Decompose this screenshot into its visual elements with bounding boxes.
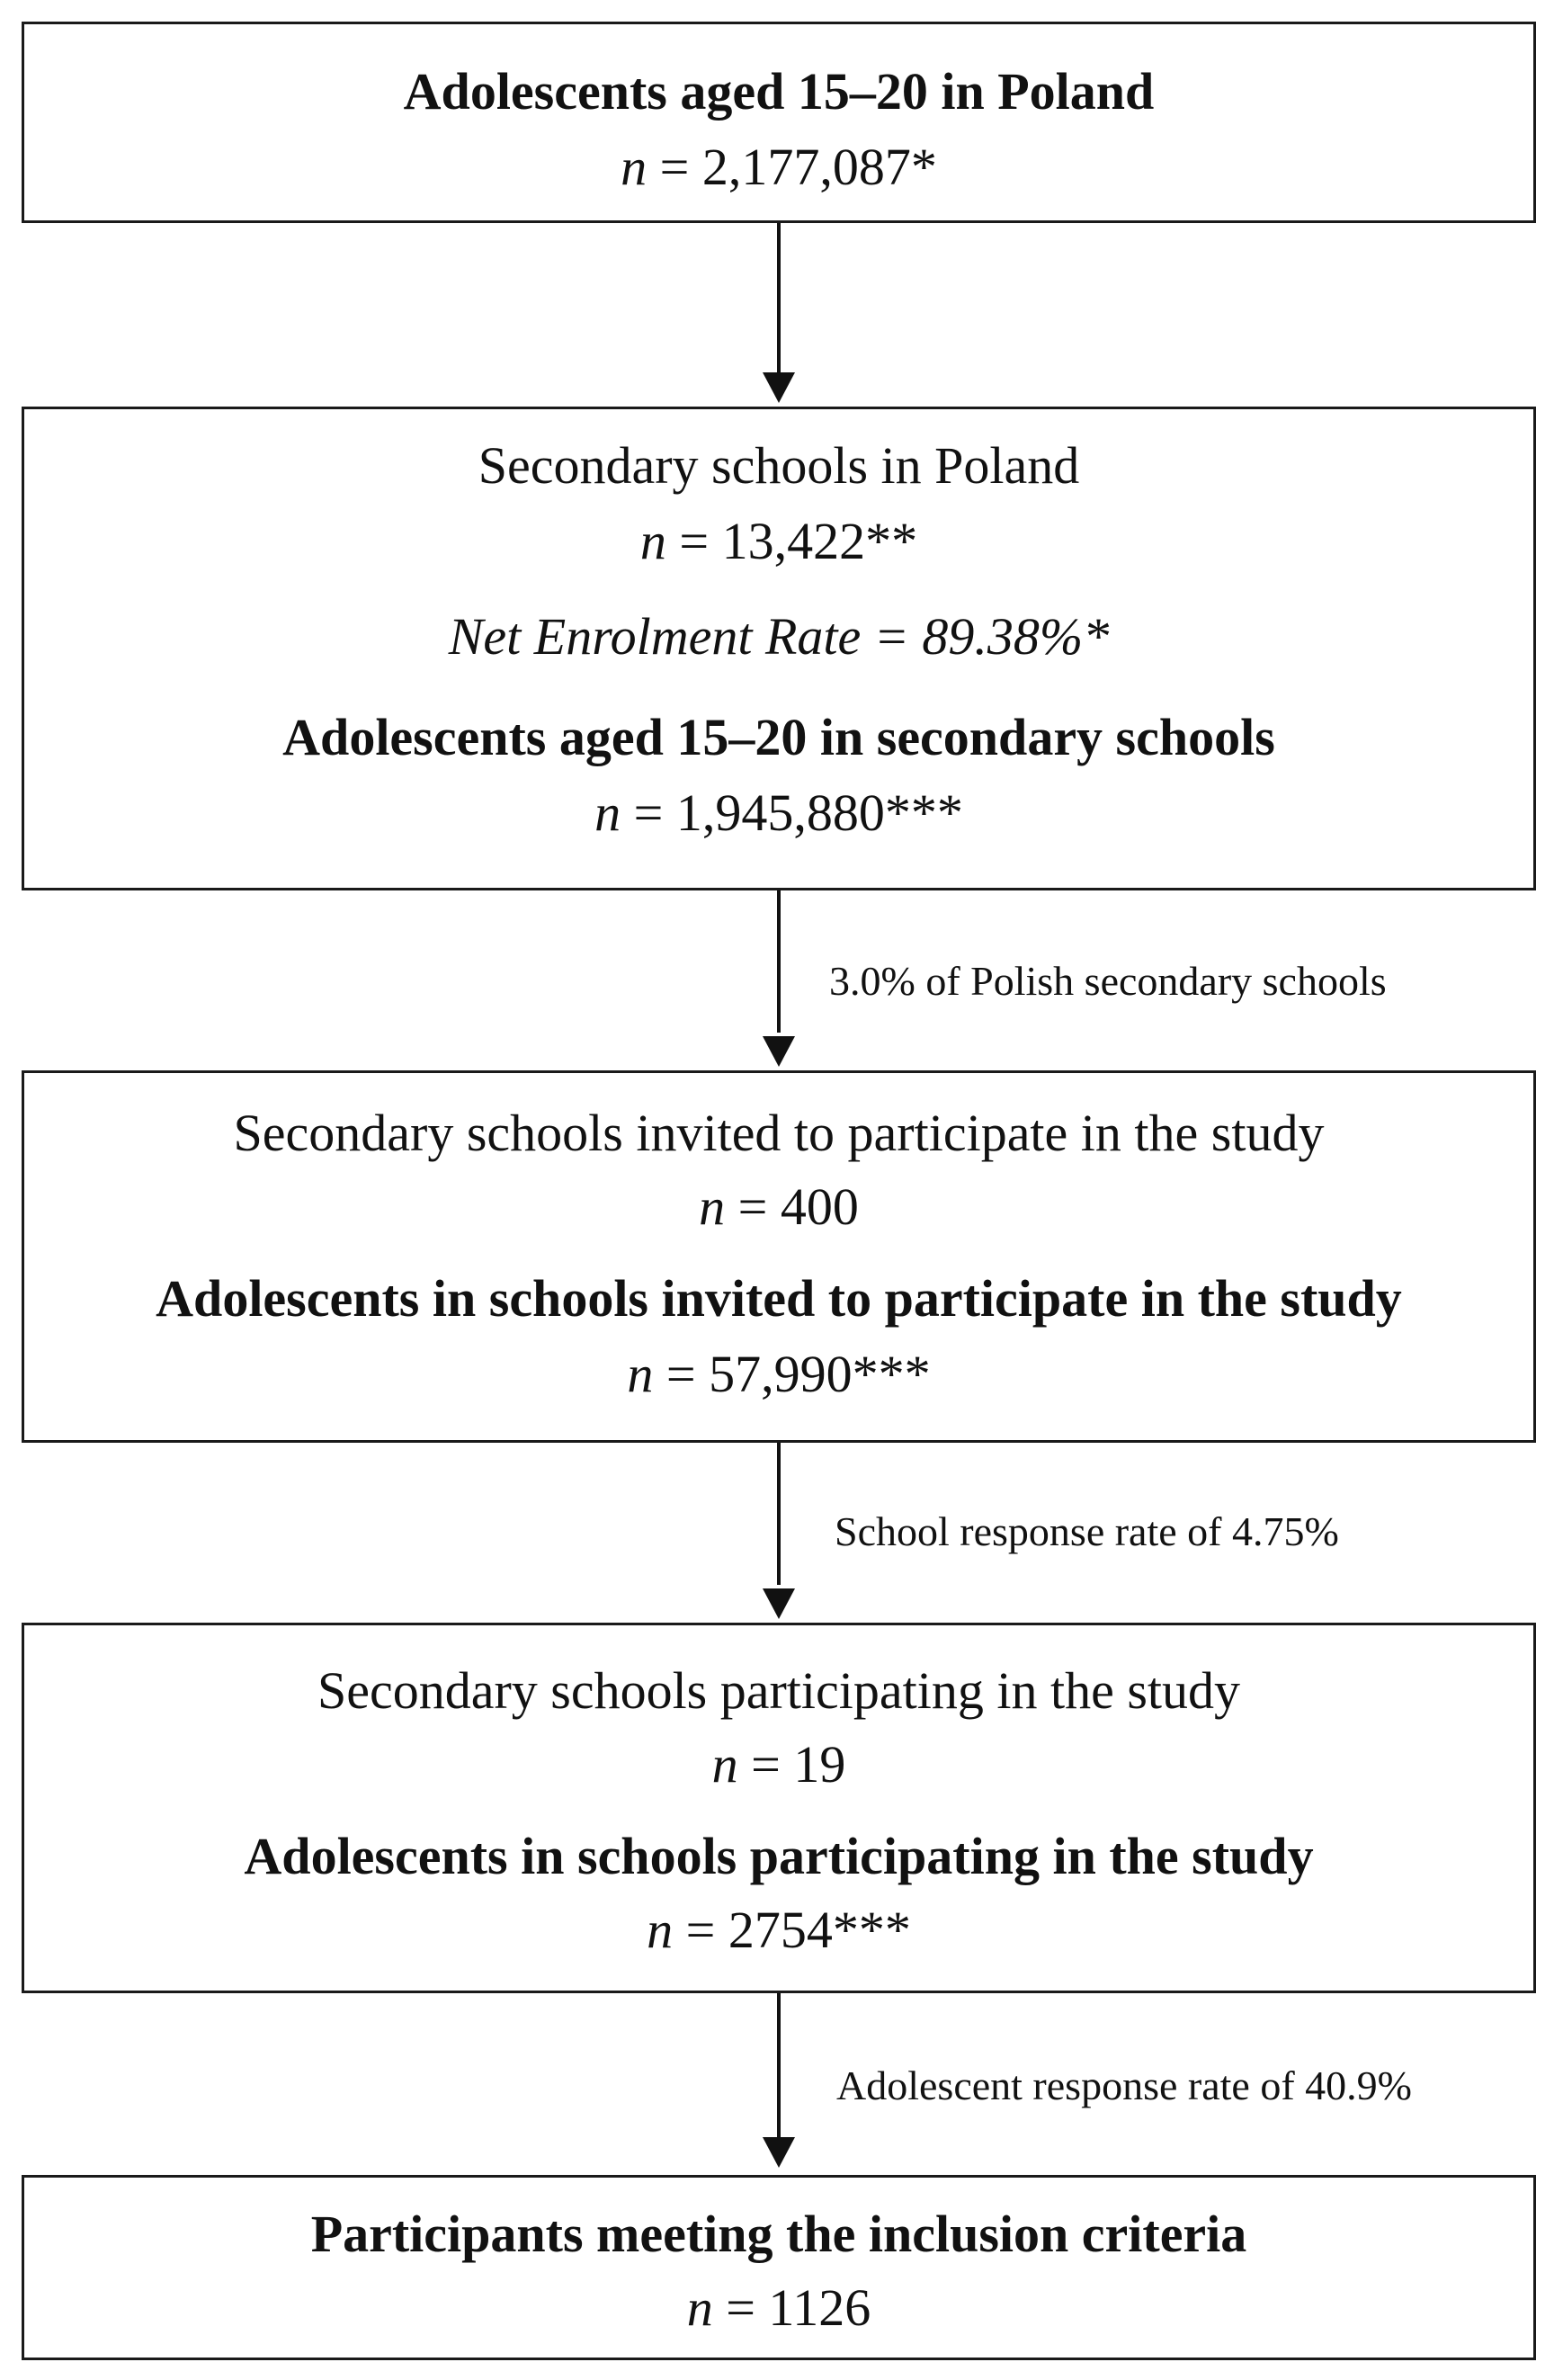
arrow-3-line	[777, 1443, 781, 1585]
box-secondary-schools-subtitle: Adolescents aged 15–20 in secondary schools	[282, 708, 1275, 766]
box-participating-schools-sub-count: n = 2754***	[647, 1901, 911, 1959]
arrow-4-line	[777, 1993, 781, 2139]
box-invited-schools-count: n = 400	[699, 1177, 859, 1236]
box-participating-schools-count: n = 19	[711, 1735, 846, 1794]
box-final-participants	[22, 2175, 1536, 2360]
box-invited-schools-title: Secondary schools invited to participate in the study	[233, 1104, 1325, 1162]
arrow-1-head	[763, 372, 795, 403]
arrow-3-label: School response rate of 4.75%	[835, 1508, 1339, 1554]
arrow-3-head	[763, 1588, 795, 1619]
arrow-2-head	[763, 1036, 795, 1067]
arrow-2-line	[777, 890, 781, 1033]
box-secondary-schools	[22, 407, 1536, 890]
net-enrolment-rate: Net Enrolment Rate = 89.38%*	[448, 607, 1110, 666]
box-invited-schools-subtitle: Adolescents in schools invited to participate in the study	[156, 1269, 1402, 1328]
box-participating-schools-subtitle: Adolescents in schools participating in the study	[244, 1827, 1314, 1885]
box-participating-schools-title: Secondary schools participating in the study	[317, 1661, 1241, 1720]
arrow-4-head	[763, 2137, 795, 2168]
box-secondary-schools-count: n = 13,422**	[639, 512, 918, 570]
arrow-1-line	[777, 223, 781, 376]
box-secondary-schools-title: Secondary schools in Poland	[478, 436, 1080, 495]
box-invited-schools-sub-count: n = 57,990***	[627, 1345, 931, 1403]
box-population-title: Adolescents aged 15–20 in Poland	[403, 62, 1155, 121]
box-final-participants-count: n = 1126	[686, 2278, 871, 2337]
box-population-count: n = 2,177,087*	[621, 138, 937, 196]
box-population	[22, 22, 1536, 223]
box-final-participants-title: Participants meeting the inclusion criteria	[310, 2205, 1247, 2263]
box-participating-schools	[22, 1623, 1536, 1993]
box-invited-schools	[22, 1070, 1536, 1443]
arrow-4-label: Adolescent response rate of 40.9%	[836, 2062, 1412, 2108]
arrow-2-label: 3.0% of Polish secondary schools	[829, 958, 1387, 1004]
box-secondary-schools-sub-count: n = 1,945,880***	[594, 783, 963, 842]
